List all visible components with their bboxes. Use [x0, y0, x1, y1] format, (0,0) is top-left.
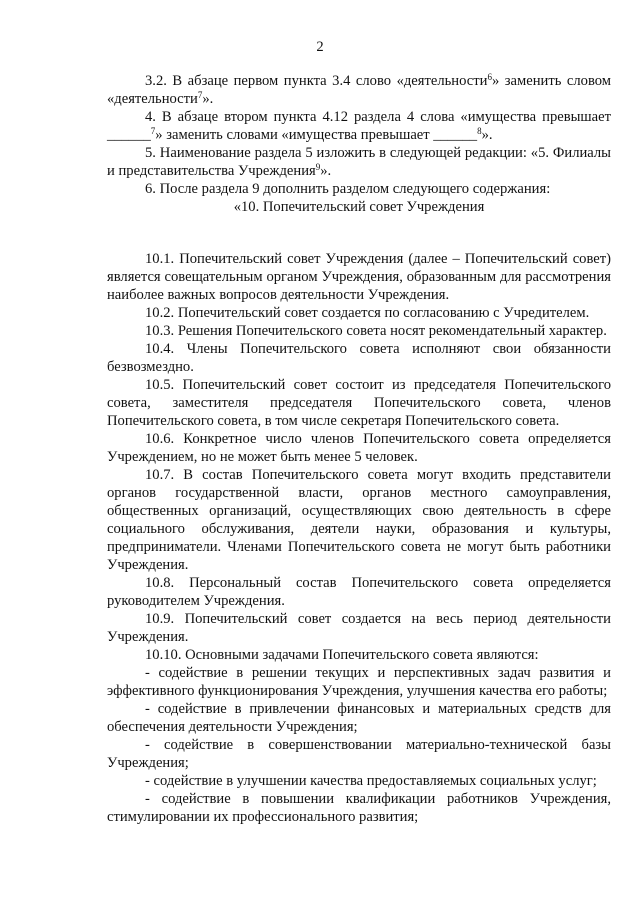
- amendment-paragraph: 6. После раздела 9 дополнить разделом следующего содержания:: [145, 181, 551, 197]
- section-paragraph: 10.4. Члены Попечительского совета исполняют свои обязанности безвозмездно.: [107, 341, 611, 375]
- page-number: 2: [316, 39, 324, 55]
- section-paragraph: 10.1. Попечительский совет Учреждения (далее – Попечительский совет) является совещательным органом Учреждения, образованным для рассмотрения наиболее важных вопросов деятельности Учреждения.: [107, 251, 611, 303]
- task-list-item: - содействие в повышении квалификации работников Учреждения, стимулировании их профессионального развития;: [107, 791, 611, 825]
- amendment-paragraph: 5. Наименование раздела 5 изложить в следующей редакции: «5. Филиалы и представительства Учреждения$^9$».: [107, 145, 611, 179]
- document-body: [107, 72, 611, 826]
- section-paragraph: 10.7. В состав Попечительского совета могут входить представители органов государственной власти, органов местного самоуправления, общественных организаций, осуществляющих свою деятельность в сфере социального обслуживания, деятели науки, образования и культуры, предприниматели. Членами Попечительского совета не могут быть работники Учреждения.: [107, 467, 611, 573]
- section-paragraph: 10.3. Решения Попечительского совета носят рекомендательный характер.: [145, 323, 607, 339]
- section-paragraph: 10.5. Попечительский совет состоит из председателя Попечительского совета, заместителя председателя Попечительского совета, членов Попечительского совета, в том числе секретаря Попечительского совета.: [107, 377, 611, 429]
- task-list-item: - содействие в улучшении качества предоставляемых социальных услуг;: [145, 773, 597, 789]
- section-paragraph: 10.9. Попечительский совет создается на весь период деятельности Учреждения.: [107, 611, 611, 645]
- task-list-item: - содействие в привлечении финансовых и материальных средств для обеспечения деятельности Учреждения;: [107, 701, 611, 735]
- section-paragraph: 10.6. Конкретное число членов Попечительского совета определяется Учреждением, но не может быть менее 5 человек.: [107, 431, 611, 465]
- section-title: «10. Попечительский совет Учреждения: [233, 199, 485, 215]
- amendment-paragraph: 3.2. В абзаце первом пункта 3.4 слово «деятельности$^6$» заменить словом «деятельности$^7$».: [107, 72, 611, 107]
- task-list-item: - содействие в совершенствовании материально-технической базы Учреждения;: [107, 737, 611, 771]
- task-list-item: - содействие в решении текущих и перспективных задач развития и эффективного функционирования Учреждения, улучшения качества его работы;: [107, 665, 611, 699]
- section-paragraph: 10.2. Попечительский совет создается по согласованию с Учредителем.: [145, 305, 590, 321]
- section-paragraph: 10.8. Персональный состав Попечительского совета определяется руководителем Учреждения.: [107, 575, 611, 609]
- amendment-paragraph: 4. В абзаце втором пункта 4.12 раздела 4 слова «имущества превышает ______$^7$» заменить словами «имущества превышает ______$^8$».: [107, 109, 611, 143]
- section-paragraph: 10.10. Основными задачами Попечительского совета являются:: [145, 647, 539, 663]
